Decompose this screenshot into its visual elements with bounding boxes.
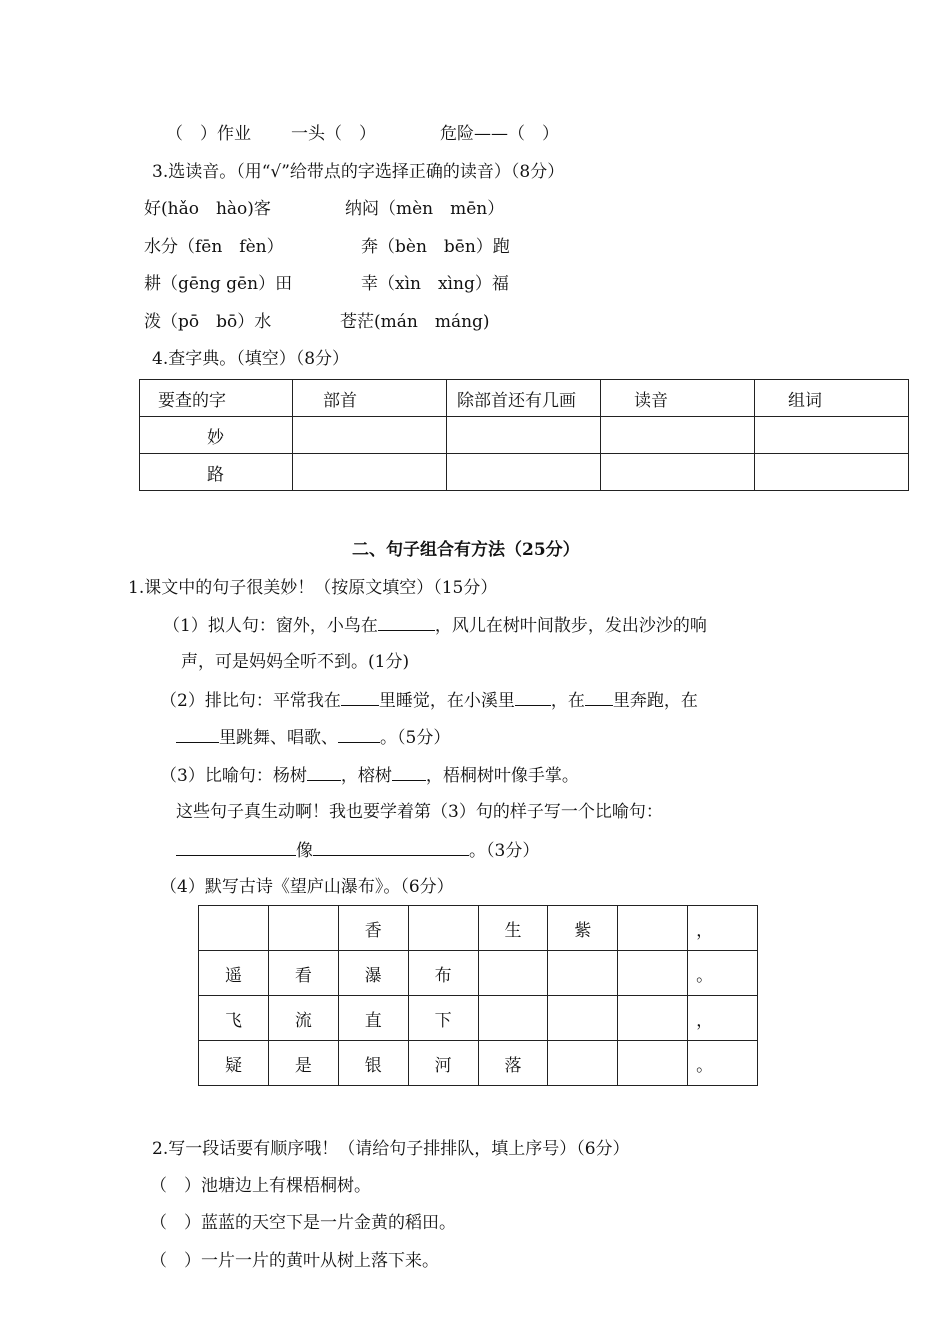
- answer-cell[interactable]: [601, 417, 755, 454]
- top-item-homework: （ ）作业: [166, 124, 251, 144]
- poem-cell[interactable]: [408, 906, 478, 951]
- poem-cell: 银: [338, 1041, 408, 1086]
- s2-q2-title: 2.写一段话要有顺序哦！（请给句子排排队，填上序号）（6分）: [152, 1139, 630, 1159]
- answer-cell[interactable]: [293, 417, 447, 454]
- poem-cell[interactable]: [548, 951, 618, 996]
- q3-row3-right: 幸（xìn xìng）福: [361, 274, 509, 294]
- q3-title: 3.选读音。（用“√”给带点的字选择正确的读音）（8分）: [152, 162, 565, 182]
- poem-cell: 瀑: [338, 951, 408, 996]
- answer-cell[interactable]: [293, 454, 447, 491]
- q3-row1-right: 纳闷（mèn mēn）: [345, 199, 505, 219]
- p2-text-c: ，在: [550, 691, 585, 711]
- header-word: 组词: [755, 380, 909, 417]
- s2-p2-line2: [176, 726, 450, 749]
- header-pronunciation: 读音: [601, 380, 755, 417]
- poem-cell: 直: [338, 996, 408, 1041]
- poem-punct-cell: ，: [688, 996, 758, 1041]
- poem-cell: 布: [408, 951, 478, 996]
- p2-text-f: 。（5分）: [380, 728, 451, 748]
- p2-text-a: （2）排比句：平常我在: [160, 691, 341, 711]
- poem-cell: 流: [268, 996, 338, 1041]
- s2-p4-title: （4）默写古诗《望庐山瀑布》。（6分）: [160, 877, 454, 897]
- fill-blank[interactable]: [515, 689, 551, 706]
- poem-cell: 看: [268, 951, 338, 996]
- poem-punct-cell: 。: [688, 951, 758, 996]
- header-strokes: 除部首还有几画: [447, 380, 601, 417]
- poem-cell[interactable]: [548, 996, 618, 1041]
- s2-p3-line3: [176, 839, 539, 862]
- s2-p3-line2: 这些句子真生动啊！我也要学着第（3）句的样子写一个比喻句：: [176, 802, 663, 822]
- poem-cell[interactable]: [268, 906, 338, 951]
- poem-punct-cell: ，: [688, 906, 758, 951]
- s2-q1-title: 1.课文中的句子很美妙！（按原文填空）（15分）: [128, 578, 498, 598]
- answer-cell[interactable]: [755, 454, 909, 491]
- poem-cell[interactable]: [478, 951, 548, 996]
- p3-text-c: ，梧桐树叶像手掌。: [425, 766, 579, 786]
- p3-text-e: 像: [296, 841, 313, 861]
- poem-cell[interactable]: [618, 906, 688, 951]
- poem-cell: 香: [338, 906, 408, 951]
- table-header-row: [140, 380, 909, 417]
- poem-cell[interactable]: [478, 996, 548, 1041]
- fill-blank[interactable]: [585, 689, 613, 706]
- table-row: [140, 454, 909, 491]
- q3-row2-right: 奔（bèn bēn）跑: [361, 237, 510, 257]
- q3-row2-left: 水分（fēn fèn）: [144, 237, 284, 257]
- poem-cell: 是: [268, 1041, 338, 1086]
- poem-cell[interactable]: [199, 906, 269, 951]
- fill-blank[interactable]: [307, 764, 341, 781]
- answer-cell[interactable]: [601, 454, 755, 491]
- top-item-danger: 危险——（ ）: [440, 124, 559, 144]
- p1-text-b: ，风儿在树叶间散步，发出沙沙的响: [434, 616, 707, 636]
- poem-cell: 疑: [199, 1041, 269, 1086]
- poem-cell: 河: [408, 1041, 478, 1086]
- fill-blank[interactable]: [341, 689, 379, 706]
- poem-cell[interactable]: [548, 1041, 618, 1086]
- poem-cell: 下: [408, 996, 478, 1041]
- order-item[interactable]: （ ）蓝蓝的天空下是一片金黄的稻田。: [150, 1213, 456, 1233]
- s2-p2-line1: [160, 689, 698, 712]
- header-char: 要查的字: [140, 380, 293, 417]
- p1-text-a: （1）拟人句：窗外，小鸟在: [163, 616, 378, 636]
- fill-blank[interactable]: [176, 839, 296, 856]
- p2-text-b: 里睡觉，在小溪里: [378, 691, 515, 711]
- s2-p1-line2: 声，可是妈妈全听不到。(1分): [181, 652, 410, 672]
- poem-cell: 飞: [199, 996, 269, 1041]
- dictionary-table: [139, 379, 909, 491]
- q3-row3-left: 耕（gēng gēn）田: [144, 274, 293, 294]
- poem-row: [199, 906, 758, 951]
- p3-text-a: （3）比喻句：杨树: [160, 766, 307, 786]
- fill-blank[interactable]: [313, 839, 469, 856]
- top-item-head: 一头（ ）: [291, 124, 376, 144]
- poem-row: [199, 951, 758, 996]
- fill-blank[interactable]: [338, 726, 380, 743]
- p3-text-f: 。（3分）: [469, 841, 540, 861]
- s2-p1-line1: [163, 614, 707, 637]
- poem-cell: 遥: [199, 951, 269, 996]
- poem-punct-cell: 。: [688, 1041, 758, 1086]
- poem-cell[interactable]: [618, 996, 688, 1041]
- order-item[interactable]: （ ）池塘边上有棵梧桐树。: [150, 1176, 371, 1196]
- answer-cell[interactable]: [755, 417, 909, 454]
- fill-blank[interactable]: [392, 764, 426, 781]
- q3-row4-right: 苍茫(mán máng): [340, 312, 490, 332]
- poem-cell[interactable]: [618, 951, 688, 996]
- answer-cell[interactable]: [447, 417, 601, 454]
- q3-row1-left: 好(hǎo hào)客: [144, 199, 271, 219]
- poem-cell: 紫: [548, 906, 618, 951]
- p2-text-d: 里奔跑，在: [612, 691, 698, 711]
- order-item[interactable]: （ ）一片一片的黄叶从树上落下来。: [150, 1251, 439, 1271]
- q4-title: 4.查字典。（填空）（8分）: [152, 349, 350, 369]
- lookup-char: 妙: [140, 417, 293, 454]
- section2-title: 二、句子组合有方法（25分）: [352, 540, 580, 560]
- header-radical: 部首: [293, 380, 447, 417]
- fill-blank[interactable]: [378, 614, 435, 631]
- p3-text-b: ，榕树: [340, 766, 392, 786]
- poem-cell: 落: [478, 1041, 548, 1086]
- poem-row: [199, 996, 758, 1041]
- poem-cell[interactable]: [618, 1041, 688, 1086]
- lookup-char: 路: [140, 454, 293, 491]
- answer-cell[interactable]: [447, 454, 601, 491]
- fill-blank[interactable]: [176, 726, 219, 743]
- poem-grid: [198, 905, 758, 1086]
- poem-row: [199, 1041, 758, 1086]
- s2-p3-line1: [160, 764, 579, 787]
- table-row: [140, 417, 909, 454]
- q3-row4-left: 泼（pō bō）水: [144, 312, 272, 332]
- p2-text-e: 里跳舞、唱歌、: [219, 728, 338, 748]
- poem-cell: 生: [478, 906, 548, 951]
